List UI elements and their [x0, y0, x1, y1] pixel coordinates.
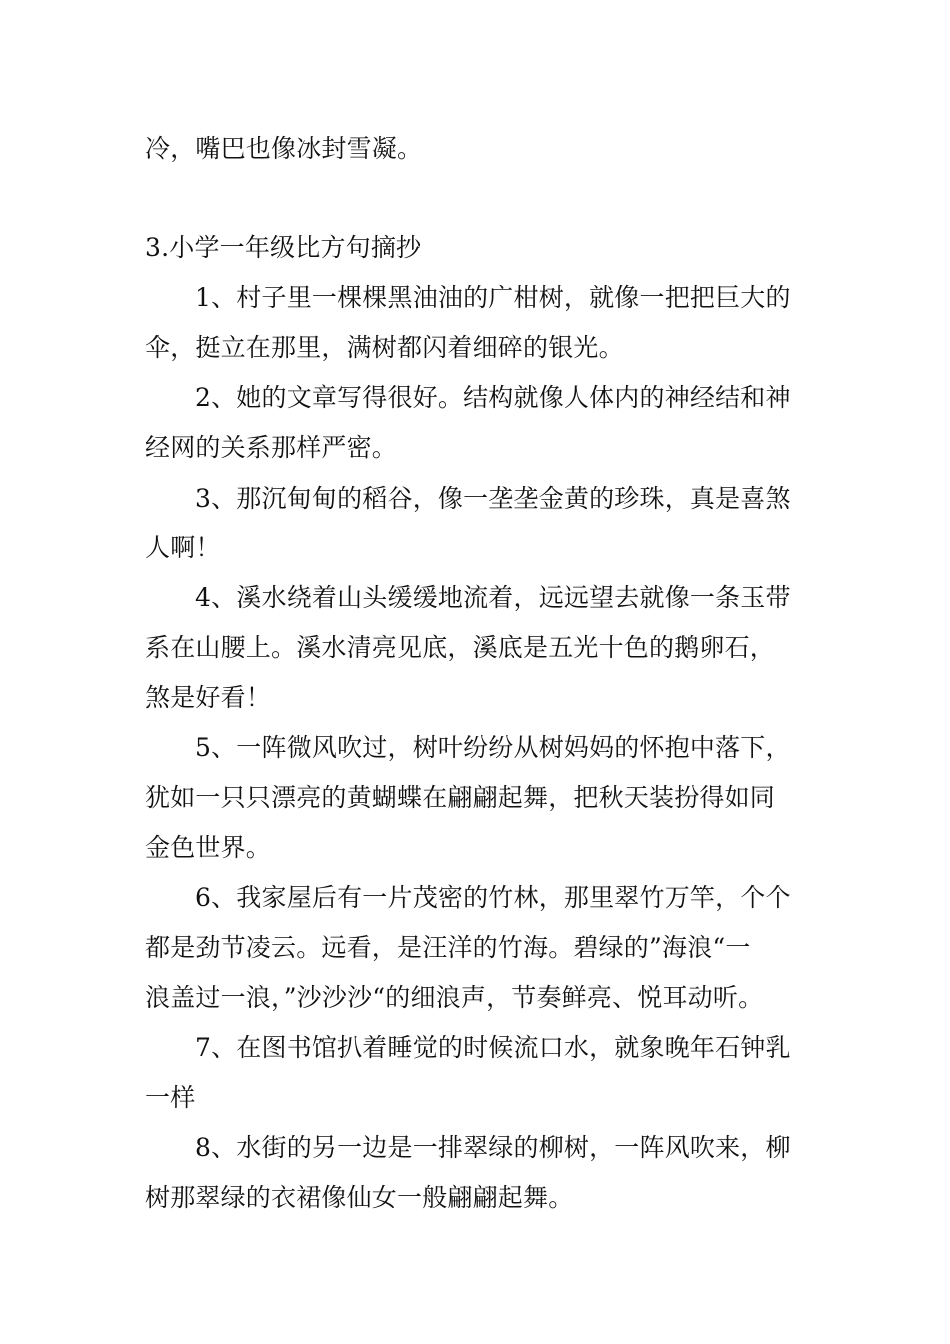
item-6-line-3: 浪盖过一浪，”沙沙沙“的细浪声，节奏鲜亮、悦耳动听。	[145, 983, 764, 1012]
item-8-line-2: 树那翠绿的衣裙像仙女一般翩翩起舞。	[145, 1183, 574, 1212]
item-5-line-3: 金色世界。	[145, 833, 272, 862]
item-7-line-2: 一样	[145, 1083, 196, 1112]
item-4-line-3: 煞是好看！	[145, 683, 272, 712]
item-3-line-2: 人啊！	[145, 533, 221, 562]
item-4-line-2: 系在山腰上。溪水清亮见底，溪底是五光十色的鹅卵石，	[145, 633, 776, 662]
item-4-line-1: 4、溪水绕着山头缓缓地流着，远远望去就像一条玉带	[195, 583, 791, 612]
section-heading: 3.小学一年级比方句摘抄	[145, 233, 422, 262]
item-2-line-1: 2、她的文章写得很好。结构就像人体内的神经结和神	[195, 383, 791, 412]
item-8-line-1: 8、水街的另一边是一排翠绿的柳树，一阵风吹来，柳	[195, 1133, 791, 1162]
continuation-line: 冷，嘴巴也像冰封雪凝。	[145, 134, 423, 163]
item-3-line-1: 3、那沉甸甸的稻谷，像一垄垄金黄的珍珠，真是喜煞	[195, 484, 791, 513]
item-1-line-2: 伞，挺立在那里，满树都闪着细碎的银光。	[145, 333, 624, 362]
item-5-line-1: 5、一阵微风吹过，树叶纷纷从树妈妈的怀抱中落下，	[195, 733, 791, 762]
item-1-line-1: 1、村子里一棵棵黑油油的广柑树，就像一把把巨大的	[195, 283, 791, 312]
item-2-line-2: 经网的关系那样严密。	[145, 433, 398, 462]
item-7-line-1: 7、在图书馆扒着睡觉的时候流口水，就象晚年石钟乳	[195, 1033, 791, 1062]
item-5-line-2: 犹如一只只漂亮的黄蝴蝶在翩翩起舞，把秋天装扮得如同	[145, 783, 776, 812]
item-6-line-2: 都是劲节凌云。远看，是汪洋的竹海。碧绿的”海浪“一	[145, 933, 751, 962]
item-6-line-1: 6、我家屋后有一片茂密的竹林，那里翠竹万竿，个个	[195, 883, 791, 912]
